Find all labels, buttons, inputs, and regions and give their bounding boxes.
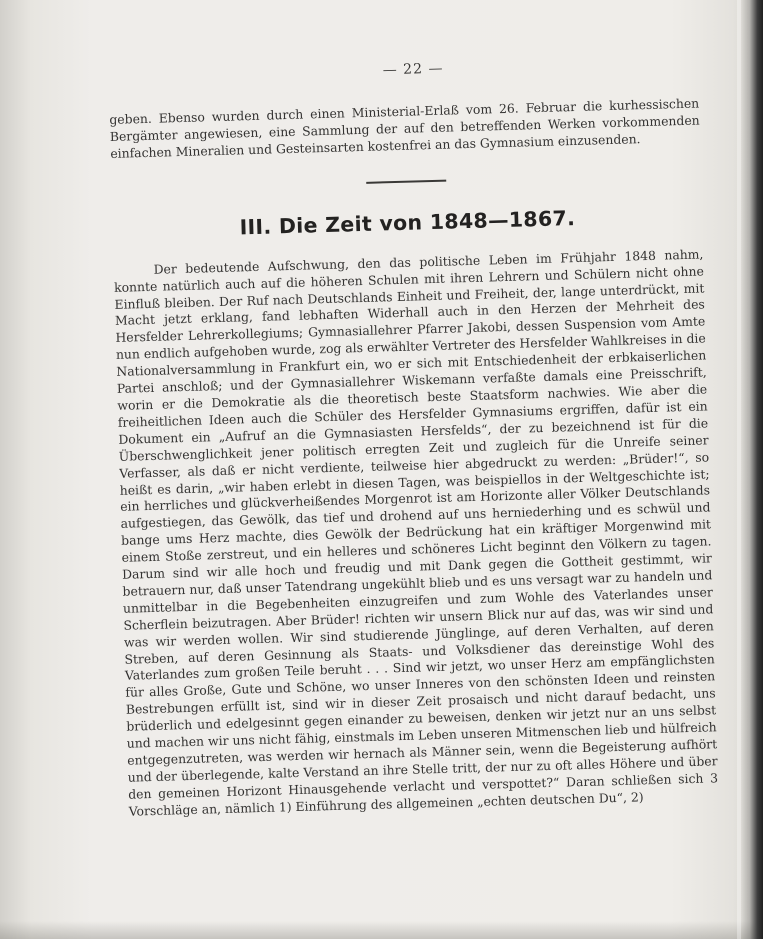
section-body-paragraph: Der bedeutende Aufschwung, den das politische Leben im Frühjahr 1848 nahm, konnte natürlich auch auf die höheren Schulen mit ihren Lehrern und Schülern nicht ohne Einfluß bleiben. Der Ruf nach Deutschlands Einheit und Freiheit, der, lange unterdrückt, mit Macht jetzt erklang, fand lebhaften Widerhall auch in den Herzen der Mehrheit des Hersfelder Lehrerkollegiums; Gymnasiallehrer Pfarrer Jakobi, dessen Suspension vom Amte nun endlich aufgehoben wurde, zog als erwählter Vertreter des Hersfelder Wahlkreises in die Nationalversammlung in Frankfurt ein, wo er sich mit Entschiedenheit der erbkaiserlichen Partei anschloß; und der Gymnasiallehrer Wiskemann verfaßte damals eine Preisschrift, worin er die Demokratie als die theoretisch beste Staatsform nachwies. Wie aber die freiheitlichen Ideen auch die Schüler des Hersfelder Gymnasiums ergriffen, dafür ist ein Dokument ein „Aufruf an die Gymnasiasten Hersfelds“, der zu bezeichnend ist für die Überschwenglichkeit jener politisch erregten Zeit und zugleich für die Unreife seiner Verfasser, als daß er nicht verdiente, teilweise hier abgedruckt zu werden: „Brüder!“, so heißt es darin, „wir haben erlebt in diesen Tagen, was beispiellos in der Weltgeschichte ist; ein herrliches und glückverheißendes Morgenrot ist am Horizonte aller Völker Deutschlands aufgestiegen, das Gewölk, das tief und drohend auf uns herniederhing und es schwül und bange ums Herz machte, dies Gewölk der Bedrückung hat ein kräftiger Morgenwind mit einem Stoße zerstreut, und ein helleres und schöneres Licht beginnt den Völkern zu tagen. Darum sind wir alle hoch und freudig und mit Dank gegen die Gottheit gestimmt, wir betrauern nur, daß unser Tatendrang ungekühlt blieb und es uns versagt war zu handeln und unmittelbar in die Begebenheiten einzugreifen und zum Wohle des Vaterlandes unser Scherflein beizutragen. Aber Brüder! richten wir unsern Blick nur auf das, was wir sind und was wir werden wollen. Wir sind studierende Jünglinge, auf deren Verhalten, auf deren Streben, auf deren Gesinnung als Staats- und Volksdiener das dereinstige Wohl des Vaterlandes zum großen Teile beruht . . . Sind wir jetzt, wo unser Herz am empfänglichsten für alles Große, Gute und Schöne, wo unser Inneres von den schönsten Ideen und reinsten Bestrebungen erfüllt ist, sind wir in dieser Zeit prosaisch und nicht darauf bedacht, uns brüderlich und edelgesinnt gegen einander zu beweisen, denken wir jetzt nur an uns selbst und machen wir uns nicht fähig, einstmals im Leben unseren Mitmenschen lieb und hülfreich entgegenzutreten, was werden wir hernach als Männer sein, wenn die Begeisterung aufhört und der überlegende, kalte Verstand an ihre Stelle tritt, der nur zu oft alles Höhere und über den gemeinen Horizont Hinausgehende verlacht und verspottet?“ Daran schließen sich 3 Vorschläge an, nämlich 1) Einführung des allgemeinen „echten deutschen Du“, 2): [113, 246, 719, 819]
intro-paragraph: geben. Ebenso wurden durch einen Ministerial-Erlaß vom 26. Februar die kurhessischen Bergämter angewiesen, eine Sammlung der auf den betreffenden Werken vorkommenden einfachen Mineralien und Gesteinsarten kostenfrei an das Gymnasium einzusenden.: [109, 95, 700, 161]
page-content: [108, 54, 719, 821]
section-heading: III. Die Zeit von 1848—1867.: [239, 205, 576, 240]
section-divider: [366, 179, 446, 183]
page-edge-shadow: [741, 0, 763, 939]
page-number: — 22 —: [382, 60, 444, 79]
page-bottom-shadow: [0, 921, 763, 939]
